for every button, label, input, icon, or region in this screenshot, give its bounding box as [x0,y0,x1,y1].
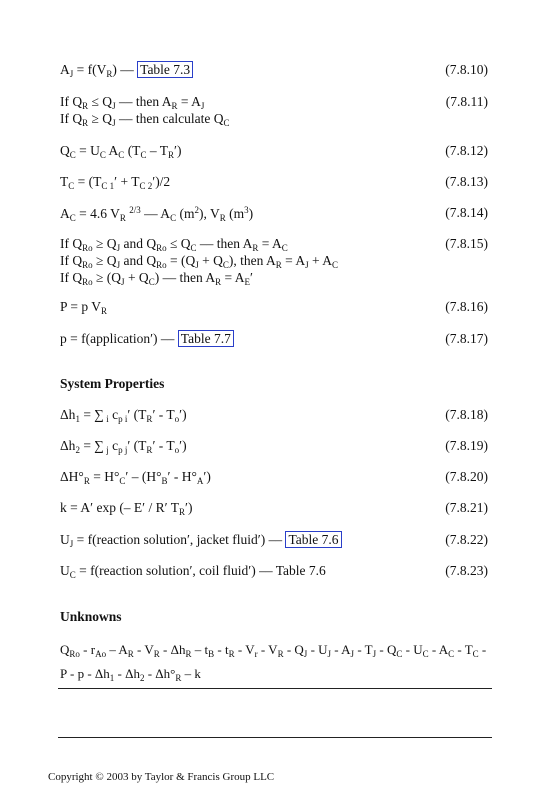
divider [58,688,492,689]
equation-text: $A_J = f(V_R)$ –– Table 7.3 [60,62,193,79]
equation-text: If $Q_{Ro} \ge Q_J$ and $Q_{Ro} \le Q_C$ –– then $A_R = A_C$ [60,236,288,253]
section-heading-system-properties: System Properties [60,376,165,391]
equation-number: (7.8.12) [445,143,488,158]
equation-text: k = A′ exp (– E′ / R′ $T_R'$) [60,500,193,517]
equation-text: p = f(application′) –– Table 7.7 [60,331,234,347]
equation-text: $U_C$ = f(reaction solution′, coil fluid′) –– Table 7.6 [60,563,326,580]
table-reference[interactable]: Table 7.7 [178,330,234,347]
equation-text: $\Delta h_2$ = ∑ $_j$ $c_{p j}'$ $(T_R' - T_o')$ [60,438,187,455]
equation-text: P = p $V_R$ [60,299,108,316]
equation-number: (7.8.19) [445,438,488,453]
copyright-notice: Copyright © 2003 by Taylor & Francis Group LLC [48,771,275,783]
equation-number: (7.8.23) [445,563,488,578]
unknowns-list: $Q_{Ro} - r_{Ao} - A_R - V_R - \Delta h_R - t_B - t_R - V_r - V_R - Q_J - U_J - A_J - T_J - Q_C - U_C - A_C - T_C$ - P - p - $\Delta h_1 - \Delta h_2 - \Delta h^\circ_R$ – k [60,642,487,683]
equation-text: If $Q_R \le Q_J$ –– then $A_R = A_J$ [60,94,205,111]
table-reference-plain: Table 7.6 [275,563,326,578]
equation-text: $A_C = 4.6$ $V_R$ $^{2/3}$ — $A_C$ $(m^2)$, $V_R$ $(m^3)$ [60,205,254,223]
equation-text: $\Delta H^\circ_R = H^\circ_C' - (H^\circ_B' - H^\circ_A')$ [60,469,211,486]
equation-number: (7.8.14) [445,205,488,220]
equation-text: $T_C = (T_{C 1}' + T_{C 2}')/2$ [60,174,171,191]
equation-text: If $Q_R \ge Q_J$ –– then calculate $Q_C$ [60,111,230,128]
equation-number: (7.8.10) [445,62,488,77]
equation-number: (7.8.15) [445,236,488,251]
divider [58,737,492,738]
equation-number: (7.8.13) [445,174,488,189]
equation-text: $Q_C = U_C$ $A_C$ $(T_C - T_R')$ [60,143,182,160]
section-heading-unknowns: Unknowns [60,609,122,624]
equation-number: (7.8.11) [445,94,488,109]
table-reference[interactable]: Table 7.3 [137,61,193,78]
equation-number: (7.8.20) [445,469,488,484]
table-reference[interactable]: Table 7.6 [285,531,341,548]
equation-number: (7.8.17) [445,331,488,346]
equation-text: If $Q_{Ro} \ge Q_J$ and $Q_{Ro} = (Q_J + Q_C)$, then $A_R = A_J + A_C$ [60,253,339,270]
equation-text: $\Delta h_1$ = ∑ $_i$ $c_{p i}'$ $(T_R' - T_o')$ [60,407,187,424]
equation-text: If $Q_{Ro} \ge (Q_J + Q_C)$ — then $A_R = A_E'$ [60,270,253,287]
equation-number: (7.8.16) [445,299,488,314]
equation-number: (7.8.22) [445,532,488,547]
equation-text: $U_J$ = f(reaction solution′, jacket fluid′) –– Table 7.6 [60,532,342,549]
equation-number: (7.8.18) [445,407,488,422]
equation-number: (7.8.21) [445,500,488,515]
